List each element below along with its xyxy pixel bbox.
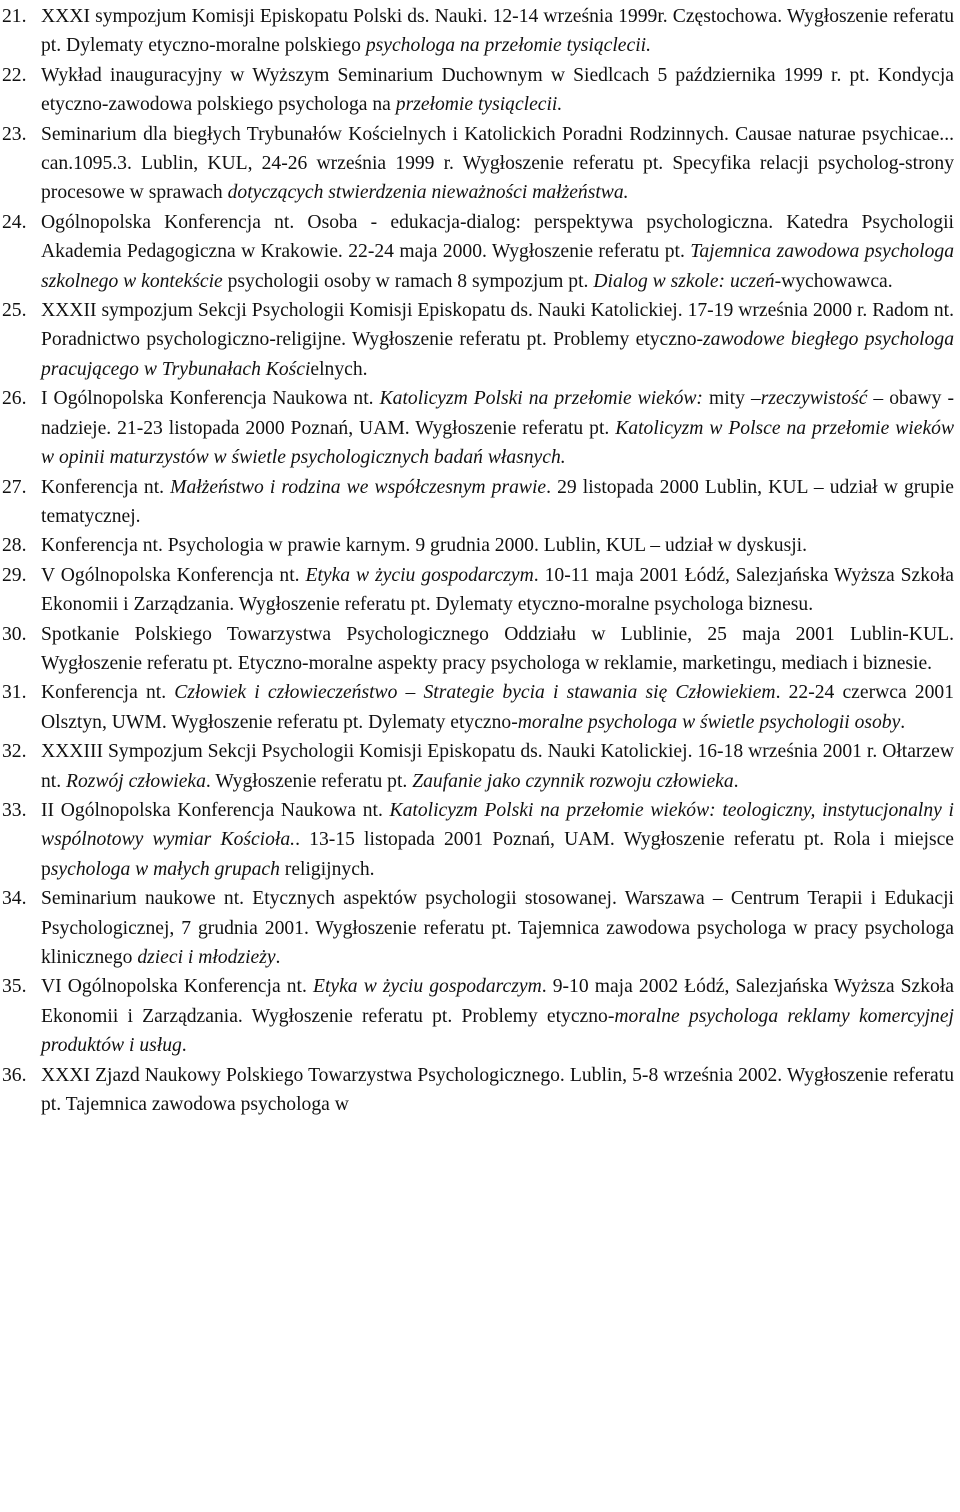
item-number: 23. (2, 123, 27, 145)
text-segment: V Ogólnopolska Konferencja nt. (41, 564, 306, 586)
list-item (0, 61, 954, 120)
item-text (41, 1061, 954, 1120)
text-segment: VI Ogólnopolska Konferencja nt. (41, 976, 313, 998)
text-segment: XXXI sympozjum Komisji Episkopatu Polski ds. Nauki. 12-14 września 1999r. Częstochowa. Wygłoszenie referatu pt. Dylematy etyczno-moralne polskiego (41, 6, 954, 57)
list-item (0, 384, 954, 472)
italic-title-segment: moralne psychologa w świetle psychologii osoby (517, 711, 901, 733)
italic-title-segment: Katolicyzm Polski na przełomie wieków: teologiczny, instytucjonalny i wspólnotowy wymiar Kościoła. (41, 799, 954, 851)
list-item (0, 972, 954, 1060)
item-number: 21. (2, 6, 27, 27)
item-text (41, 678, 954, 737)
item-number: 33. (2, 799, 27, 821)
italic-title-segment: dzieci i młodzieży (137, 947, 276, 968)
text-segment: . (275, 947, 281, 968)
text-segment: XXXII sympozjum Sekcji Psychologii Komisji Episkopatu ds. Nauki Katolickiej. 17-19 września 2000 r. Radom nt. Poradnictwo psychologiczno-religijne. Wygłoszenie referatu pt. Problemy etyczno- (41, 300, 954, 351)
list-item (0, 1061, 954, 1120)
item-text (41, 796, 954, 884)
text-segment: . (181, 1035, 187, 1057)
text-segment: mity (702, 388, 751, 410)
list-item (0, 120, 954, 208)
italic-title-segment: Etyka w życiu gospodarczym (313, 976, 542, 998)
text-segment: . 13-15 listopada 2001 Poznań, UAM. Wygłoszenie referatu pt. Rola i miejsce p (41, 829, 954, 880)
italic-title-segment: Człowiek i człowieczeństwo – Strategie bycia i stawania się Człowiekiem (174, 682, 776, 704)
text-segment: – obawy - nadzieje. 21-23 listopada 2000 Poznań, UAM. Wygłoszenie referatu pt. (41, 388, 955, 439)
italic-title-segment: Katolicyzm w Polsce na przełomie wieków w opinii maturzystów w świetle psychologicznych badań własnych. (41, 417, 955, 469)
text-segment: . (733, 770, 739, 792)
publication-list (0, 2, 954, 1119)
list-item (0, 531, 954, 560)
text-segment: psychologii osoby w ramach 8 sympozjum pt. (222, 270, 594, 292)
text-segment: . (900, 711, 906, 733)
list-item (0, 208, 954, 296)
text-segment: Konferencja nt. (41, 476, 171, 498)
italic-title-segment: Etyka w życiu gospodarczym (305, 564, 534, 586)
italic-title-segment: zawodowe biegłego psychologa pracującego w Trybunałach Kości (41, 329, 955, 380)
text-segment: Spotkanie Polskiego Towarzystwa Psychologicznego Oddziału w Lublinie, 25 maja 2001 Lublin-KUL. Wygłoszenie referatu pt. Etyczno-moralne aspekty pracy psychologa w reklamie, marketingu, mediach i biznesie. (41, 623, 954, 674)
italic-title-segment: przełomie tysiąclecii. (395, 94, 563, 116)
item-number: 34. (2, 888, 27, 910)
text-segment: II Ogólnopolska Konferencja Naukowa nt. (41, 799, 390, 821)
item-number: 30. (2, 623, 27, 645)
text-segment: Seminarium dla biegłych Trybunałów Kościelnych i Katolickich Poradni Rodzinnych. Causae naturae psychicae... can.1095.3. Lublin, KUL, 24-26 września 1999 r. Wygłoszenie referatu pt. Specyfika relacji psycholog-strony procesowe w sprawach (41, 123, 954, 204)
item-text (41, 120, 954, 208)
item-text (41, 561, 954, 620)
text-segment: . 10-11 maja 2001 Łódź, Salezjańska Wyższa Szkoła Ekonomii i Zarządzania. Wygłoszenie referatu pt. Dylematy etyczno-moralne psychologa biznesu. (41, 564, 954, 616)
italic-title-segment: Zaufanie jako czynnik rozwoju człowieka (412, 770, 734, 792)
italic-title-segment: sychologa w małych grupach (50, 858, 280, 880)
item-number: 27. (2, 476, 27, 498)
italic-title-segment: moralne psychologa reklamy komercyjnej produktów i usług (41, 1005, 954, 1057)
text-segment: Ogólnopolska Konferencja nt. Osoba - edukacja-dialog: perspektywa psychologiczna. Katedra Psychologii Akademia Pedagogiczna w Krakowie. 22-24 maja 2000. Wygłoszenie referatu pt. (41, 211, 954, 263)
list-item (0, 473, 954, 532)
text-segment: . 29 listopada 2000 Lublin, KUL – udział w grupie tematycznej. (41, 476, 954, 527)
item-text (41, 884, 954, 972)
item-number: 29. (2, 564, 27, 586)
text-segment: Seminarium naukowe nt. Etycznych aspektów psychologii stosowanej. Warszawa – Centrum Terapii i Edukacji Psychologicznej, 7 grudnia 2001. Wygłoszenie referatu pt. Tajemnica zawodowa psychologa w pracy psychologa klinicznego (41, 888, 954, 968)
list-item (0, 796, 954, 884)
item-number: 26. (2, 388, 27, 410)
item-number: 36. (2, 1064, 27, 1086)
item-text (41, 473, 954, 532)
italic-title-segment: Katolicyzm Polski na przełomie wieków: (379, 388, 703, 410)
italic-title-segment: dotyczących stwierdzenia nieważności małżeństwa. (227, 182, 629, 204)
item-number: 28. (2, 535, 27, 557)
italic-title-segment: Małżeństwo i rodzina we współczesnym prawie (170, 476, 547, 498)
list-item (0, 737, 954, 796)
text-segment: XXXI Zjazd Naukowy Polskiego Towarzystwa Psychologicznego. Lublin, 5-8 września 2002. Wygłoszenie referatu pt. Tajemnica zawodowa psychologa w (41, 1064, 954, 1116)
italic-title-segment: –rzeczywistość (750, 388, 868, 410)
text-segment: . 9-10 maja 2002 Łódź, Salezjańska Wyższa Szkoła Ekonomii i Zarządzania. Wygłoszenie referatu pt. Problemy etyczno- (41, 976, 954, 1027)
text-segment: I Ogólnopolska Konferencja Naukowa nt. (41, 388, 380, 410)
item-text (41, 384, 954, 472)
list-item (0, 620, 954, 679)
item-number: 32. (2, 741, 27, 763)
list-item (0, 2, 954, 61)
italic-title-segment: psychologa na przełomie tysiąclecii. (365, 35, 651, 57)
italic-title-segment: Tajemnica zawodowa psychologa szkolnego w kontekście (41, 241, 954, 292)
text-segment: Konferencja nt. Psychologia w prawie karnym. 9 grudnia 2000. Lublin, KUL – udział w dyskusji. (41, 535, 808, 557)
item-number: 31. (2, 682, 27, 704)
text-segment: religijnych. (279, 858, 375, 880)
list-item (0, 296, 954, 384)
text-segment: Wykład inauguracyjny w Wyższym Seminarium Duchownym w Siedlcach 5 października 1999 r. pt. Kondycja etyczno-zawodowa polskiego psychologa na (41, 64, 954, 116)
text-segment: -wychowawca. (774, 270, 893, 292)
item-text (41, 737, 954, 796)
text-segment: . 22-24 czerwca 2001 Olsztyn, UWM. Wygłoszenie referatu pt. Dylematy etyczno- (41, 682, 954, 733)
list-item (0, 884, 954, 972)
item-number: 24. (2, 211, 27, 233)
item-text (41, 972, 954, 1060)
item-text (41, 531, 954, 560)
list-item (0, 678, 954, 737)
text-segment: Konferencja nt. (41, 682, 175, 704)
list-item (0, 561, 954, 620)
item-text (41, 208, 954, 296)
text-segment: elnych. (310, 358, 368, 380)
item-number: 25. (2, 300, 27, 322)
item-text (41, 620, 954, 679)
item-text (41, 2, 954, 61)
item-text (41, 296, 954, 384)
italic-title-segment: Rozwój człowieka (66, 770, 206, 792)
text-segment: . Wygłoszenie referatu pt. (205, 770, 413, 792)
italic-title-segment: Dialog w szkole: uczeń (593, 270, 775, 292)
item-number: 35. (2, 976, 27, 998)
text-segment: XXXIII Sympozjum Sekcji Psychologii Komisji Episkopatu ds. Nauki Katolickiej. 16-18 września 2001 r. Ołtarzew nt. (41, 741, 954, 792)
item-number: 22. (2, 64, 27, 86)
item-text (41, 61, 954, 120)
